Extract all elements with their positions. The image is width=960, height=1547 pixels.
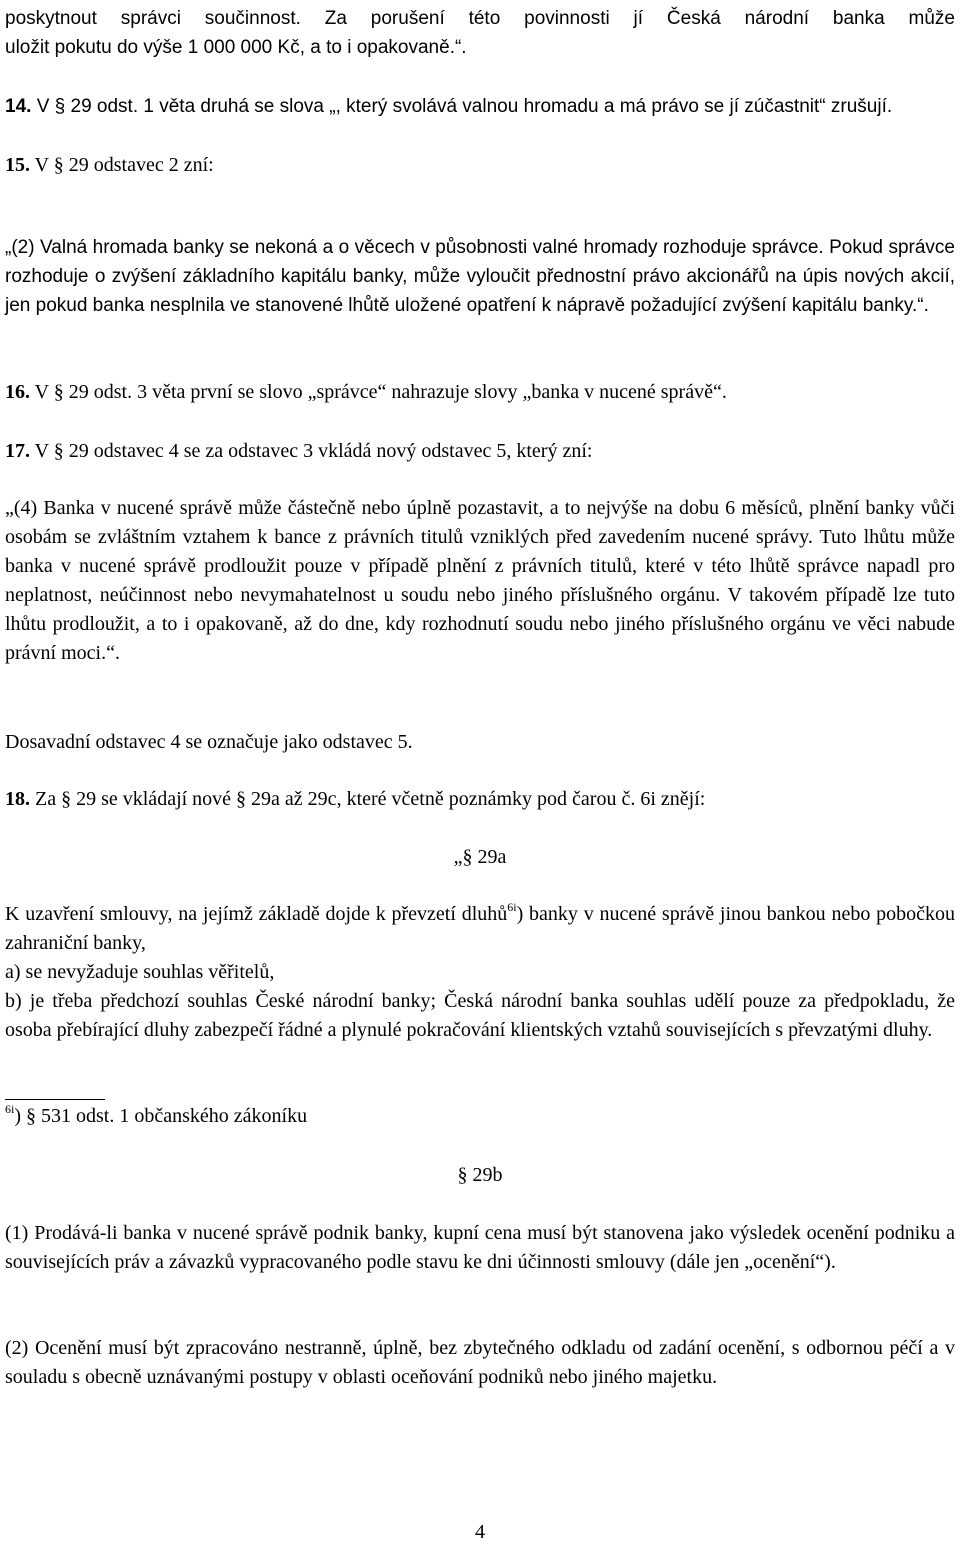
item-18 (5, 785, 955, 814)
section-29a-item-b: b) je třeba předchozí souhlas České národní banky; Česká národní banka souhlas udělí pouze za předpokladu, že osoba přebírající dluhy zabezpečí řádné a plynulé pokračování klientských vztahů souvisejících s převzatými dluhy. (5, 990, 955, 1041)
item-text-18: Za § 29 se vkládají nové § 29a až 29c, které včetně poznámky pod čarou č. 6i znějí: (35, 788, 706, 810)
item-17 (5, 437, 955, 466)
item-number-14: 14. (5, 96, 32, 117)
section-29b-para-2 (5, 1334, 955, 1392)
section-29b-title: § 29b (457, 1164, 503, 1186)
section-29a-heading (5, 843, 955, 872)
item-text-16: V § 29 odst. 3 věta první se slovo „správce“ nahrazuje slovy „banka v nucené správě“. (34, 381, 727, 403)
section-29b-para-1-text: (1) Prodává-li banka v nucené správě podnik banky, kupní cena musí být stanovena jako výsledek ocenění podniku a souvisejících práv a závazků vypracovaného podle stavu ke dni účinnosti smlouvy (dále jen „ocenění“). (5, 1222, 955, 1273)
intro-line-1: poskytnout správci součinnost. Za porušení této povinnosti jí Česká národní banka může (5, 8, 955, 29)
footnote-marker: 6i (5, 1102, 15, 1116)
section-29b-para-1 (5, 1219, 955, 1277)
section-29a-intro: K uzavření smlouvy, na jejímž základě dojde k převzetí dluhů$^{6i}$) banky v nucené správě jinou bankou nebo pobočkou zahraniční banky, (5, 900, 955, 954)
page-number: 4 (475, 1521, 485, 1543)
footnote-text: ) § 531 odst. 1 občanského zákoníku (14, 1105, 308, 1127)
footnote-ref-6i: 6i (507, 900, 517, 914)
section-29b-heading (5, 1161, 955, 1190)
footnote (5, 1102, 955, 1131)
item-text-15: V § 29 odstavec 2 zní: (34, 154, 214, 176)
item-number-18: 18. (5, 788, 30, 810)
section-29a-item-a: a) se nevyžaduje souhlas věřitelů, (5, 961, 275, 983)
item-17-quote (5, 494, 955, 668)
item-17-note-text: Dosavadní odstavec 4 se označuje jako odstavec 5. (5, 731, 413, 753)
footnote-rule (5, 1099, 105, 1100)
section-29a-body (5, 900, 955, 1045)
item-15-quote (5, 233, 955, 320)
section-29a-title: „§ 29a (453, 846, 507, 868)
item-15-quote-text: „(2) Valná hromada banky se nekoná a o věcech v působnosti valné hromady rozhoduje správce. Pokud správce rozhoduje o zvýšení základního kapitálu banky, může vyloučit přednostní právo akcionářů na úpis nových akcií, jen pokud banka nesplnila ve stanovené lhůtě uložené opatření k nápravě požadující zvýšení kapitálu banky.“. (5, 237, 955, 316)
item-14 (5, 92, 955, 121)
item-15 (5, 151, 955, 180)
intro-paragraph (5, 4, 955, 62)
item-text-14: V § 29 odst. 1 věta druhá se slova „, který svolává valnou hromadu a má právo se jí zúčastnit“ zrušují. (36, 96, 893, 117)
item-text-17: V § 29 odstavec 4 se za odstavec 3 vkládá nový odstavec 5, který zní: (34, 440, 593, 462)
item-number-16: 16. (5, 381, 30, 403)
item-number-17: 17. (5, 440, 30, 462)
item-17-quote-text: „(4) Banka v nucené správě může částečně nebo úplně pozastavit, a to nejvýše na dobu 6 měsíců, plnění banky vůči osobám se zvláštním vztahem k bance z právních titulů vzniklých před zavedením nucené správy. Tuto lhůtu může banka v nucené správě prodloužit pouze v případě plnění z právních titulů, které v této lhůtě správce napadl pro neplatnost, neúčinnost nebo nevymahatelnost u soudu nebo jiného příslušného orgánu. V takovém případě lze tuto lhůtu prodloužit, a to i opakovaně, až do dne, kdy rozhodnutí soudu nebo jiného příslušného orgánu ve věci nabude právní moci.“. (5, 497, 955, 664)
item-number-15: 15. (5, 154, 30, 176)
item-16 (5, 378, 955, 407)
intro-line-2: uložit pokutu do výše 1 000 000 Kč, a to i opakovaně.“. (5, 37, 467, 58)
section-29b-para-2-text: (2) Ocenění musí být zpracováno nestranně, úplně, bez zbytečného odkladu od zadání ocenění, s odbornou péčí a v souladu s obecně uznávanými postupy v oblasti oceňování podniků nebo jiného majetku. (5, 1337, 955, 1388)
item-17-note (5, 728, 955, 757)
